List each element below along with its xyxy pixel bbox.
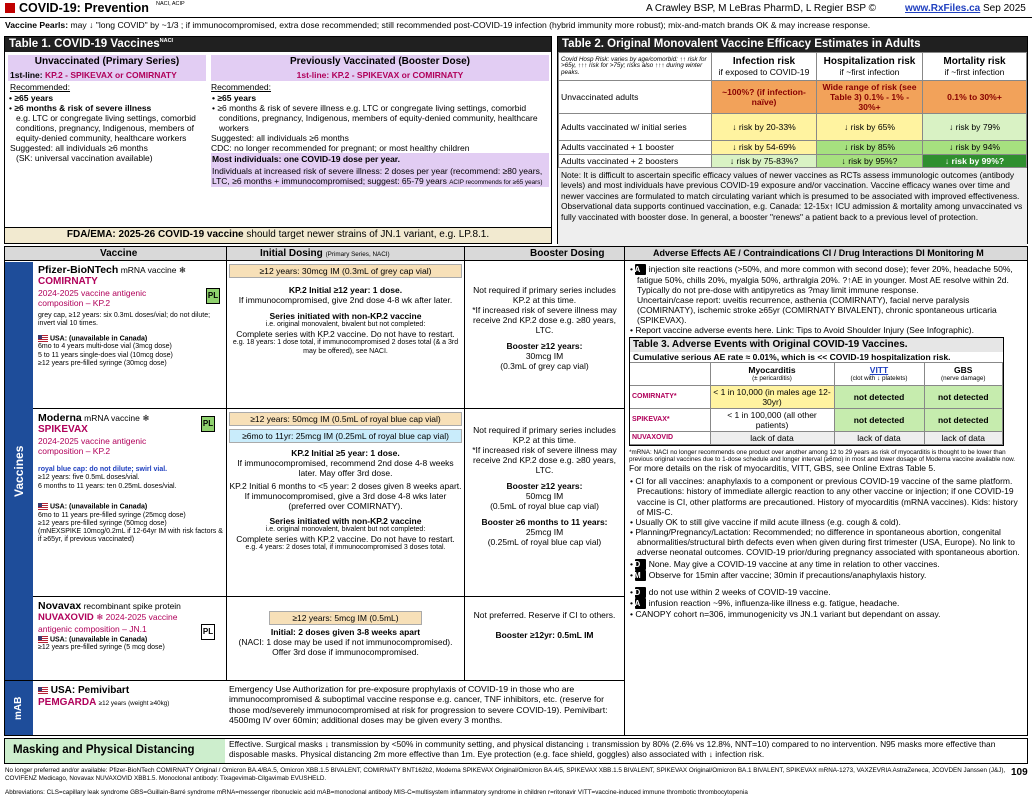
col-divider-2 [464, 247, 465, 681]
ci-3: • Planning/Pregnancy/Lactation: Recommended; no difference in spontaneous abortion, congenital abnormalities/structural birth defects even when given during first trimester (USA, Europe). No link to adverse neonatal outcomes. COVID-19 prior/during pregnancy associated with spontaneous abortion. [630, 526, 1020, 557]
monitor-badge-icon: M [635, 570, 646, 581]
m-row: • M Observe for 15min after vaccine; 30min if precautions/anaphylaxis history. [630, 569, 927, 580]
pfizer-initial-non: Series initiated with non-KP.2 vaccine [269, 311, 422, 322]
di-text: None. May give a COVID-19 vaccine at any time in relation to other vaccines. [648, 558, 940, 569]
row-initial-c2: ↓ risk by 65% [817, 114, 923, 141]
col-mortality [923, 53, 1027, 81]
ci-2: • Usually OK to still give vaccine if mild acute illness (e.g. cough & cold). [630, 516, 901, 527]
table2-title: Table 2. Original Monovalent Vaccine Efficacy Estimates in Adults [558, 37, 1027, 52]
moderna-type: mRNA vaccine ❄ [84, 413, 150, 423]
main-header-row [5, 247, 1027, 261]
t3-row-comirnaty: COMIRNATY* [630, 385, 710, 408]
t3-comirnaty-gbs: not detected [924, 385, 1003, 408]
t3-col-gbs [924, 362, 1003, 385]
moderna-booster-6: Booster ≥6 months to 11 years: [481, 517, 608, 528]
first-line-value: KP.2 - SPIKEVAX or COMIRNATY [44, 69, 177, 80]
t3-col-gbs-title: GBS [954, 365, 973, 376]
pfizer-type: mRNA vaccine ❄ [120, 265, 186, 275]
rec-65-text: ≥65 years [14, 92, 54, 103]
booster-increased [211, 165, 549, 187]
row-unvax-c3: 0.1% to 30%+ [923, 81, 1027, 114]
sidebar-vaccines: Vaccines [5, 262, 33, 680]
table3-title: Table 3. Adverse Events with Original COVID-19 Vaccines. [630, 338, 1003, 352]
row-booster2-c1: ↓ risk by 75-83%? [712, 154, 817, 167]
ae-report: • Report vaccine adverse events here. Link: Tips to Avoid Shoulder Injury (See Infographic). [630, 325, 974, 336]
table1-left [8, 55, 206, 225]
t3-col-myo-title: Myocarditis [748, 365, 796, 376]
fda-row [5, 227, 551, 243]
novavax-usa-line: ≥12 years pre-filled syringe (5 mcg dose) [38, 644, 165, 652]
pregnancy-lactation-icon: PL [201, 624, 215, 640]
mrna-note: *mRNA: NACI no longer recommends one product over another among 12 to 29 years as risk of myocarditis is thought to be lower than previous original vaccines due to 1-dose schedule and longer interval (≥6mo) in most and lower dosage of Moderna vaccine available now. [629, 448, 1016, 464]
pfizer-initial-kp: KP.2 Initial ≥12 year: 1 dose. [288, 285, 403, 296]
col-mortality-sub: if ~first infection [944, 67, 1005, 78]
t3-comirnaty-vitt: not detected [834, 385, 924, 408]
t3-nuvaxovid-vitt: lack of data [834, 431, 924, 444]
row-booster1-c3: ↓ risk by 94% [923, 141, 1027, 154]
more-details: For more details on the risk of myocarditis, VITT, GBS, see Online Extras Table 5. [629, 463, 936, 474]
booster-recommended: Recommended: [211, 81, 272, 92]
table3 [629, 337, 1004, 446]
mab-cell [38, 685, 224, 733]
pfizer-booster-3: Booster ≥12 years: [506, 341, 583, 352]
table2-note: Note: It is difficult to ascertain specific efficacy values of newer vaccines as RCTs assess immunologic outcomes (antibody levels) and most individuals have previous COVID-19 exposure and/or vaccination. Vaccine efficacy wanes over time and newer vaccines are formulated to match circulating variant which is presumed to be associated with improved effectiveness. Observational data supports continued vaccination, e.g. Canada: 12-15x↑ ICU admission & mortality among unvaccinated vs fully vaccinated with booster dose. In general, a booster "renews" a patient back to a previous level of protection. [558, 168, 1027, 246]
mab-name: Pemivibart [78, 685, 130, 696]
novavax-usa [38, 636, 224, 645]
booster-increased-text: Individuals at increased risk of severe illness: 2 doses per year (recommend: ≥80 years, LTC, ≥6 months + immunocompromised; suggest: 65-79 years [212, 165, 543, 186]
ci-3-text: Planning/Pregnancy/Lactation: Recommended; no difference in spontaneous abortion, congenital abnormalities/structural birth defects even when given during first trimester (USA, Europe). No link to adverse neonatal outcomes. COVID-19 prior/during pregnancy associated with spontaneous abortion. [635, 526, 1020, 557]
moderna-cap: royal blue cap: do not dilute; swirl vial. [38, 466, 168, 474]
pearls-text: may ↓ "long COVID" by ~1/3 ; if immunocompromised, extra dose recommended; still recommended post-COVID-19 infection (hybrid immunity more robust); mix-and-match brands OK & may increase response. [70, 20, 871, 30]
moderna-cap2: ≥12 years: five 0.5mL doses/vial. [38, 474, 140, 482]
pfizer-brand: COMIRNATY [38, 276, 98, 288]
moderna-name: Moderna [38, 412, 82, 424]
fda-label: FDA/EMA: 2025-26 COVID-19 vaccine [66, 229, 244, 240]
mab-usa: USA: [50, 685, 76, 696]
t3-nuvaxovid-myo: lack of data [710, 431, 834, 444]
moderna-initial-non3: Complete series with KP.2 vaccine. Do not have to restart. [236, 534, 455, 545]
ae-1-text: injection site reactions (>50%, and more common with second dose); fever 20%, headache 50%, fatigue 50%, chills 20%, myalgia 50%, arthralgia 20%. ?↑AE in younger. Most AE resolve within 2d. Typically do not pre-dose with antipyretics as ?may limit immune response. [637, 264, 1013, 296]
unvaccinated-heading: Unvaccinated (Primary Series) [8, 55, 206, 69]
moderna-booster-3: Booster ≥12 years: [506, 481, 583, 492]
masking-row [4, 738, 1028, 764]
booster-rec-severe-text: ≥6 months & risk of severe illness e.g. LTC or congregate living settings, comorbid conditions, pregnancy, Indigenous, members of equity-denied community, healthcare workers [217, 102, 538, 133]
hdr-initial-sub: (Primary Series, NACI) [325, 251, 390, 258]
row-divider-3 [5, 680, 624, 681]
moderna-brand: SPIKEVAX [38, 424, 88, 436]
pfizer-cap: grey cap, ≥12 years: six 0.3mL doses/vial; do not dilute; invert vial 10 times. [38, 312, 211, 328]
pfizer-booster-2: *If increased risk of severe illness may receive 2nd KP.2 dose e.g. ≥80 years, LTC. [472, 305, 617, 336]
row-unvax-c1: ~100%? (if infection-naïve) [712, 81, 817, 114]
moderna-usa-1: 6mo to 11 years pre-filled syringe (25mcg dose) [38, 511, 186, 519]
t3-spikevax-vitt: not detected [834, 408, 924, 431]
ae-badge-icon: A [635, 264, 646, 275]
recommended-label: Recommended: [10, 81, 71, 92]
moderna-vaccine-cell [38, 412, 224, 595]
pfizer-booster-1: Not required if primary series includes KP.2 at this time. [473, 285, 616, 306]
hdr-initial-text: Initial Dosing [260, 248, 323, 259]
suggested: Suggested: all individuals ≥6 months [10, 142, 148, 153]
ae-1: • A injection site reactions (>50%, and more common with second dose); fever 20%, headache 50%, fatigue 50%, chills 20%, myalgia 50%, arthralgia 20%. ?↑AE in younger. Most AE resolve within 2d. Typically do not pre-dose with antipyretics as ?may limit immune response. [630, 264, 1013, 296]
pfizer-name: Pfizer-BioNTech [38, 264, 119, 276]
usa-flag-icon [38, 636, 48, 643]
mab-di: • D do not use within 2 weeks of COVID-19 vaccine. [630, 586, 831, 597]
mab-ae-text: infusion reaction ~9%, influenza-like illness e.g. fatigue, headache. [648, 597, 900, 608]
moderna-booster-4: 50mcg IM [525, 491, 564, 502]
usa-flag-icon [38, 687, 48, 694]
t3-comirnaty-myo: < 1 in 10,000 (in males age 12-30yr) [710, 385, 834, 408]
t3-col-vitt-title: VITT [869, 365, 889, 376]
pfizer-initial-kp2: If immunocompromised, give 2nd dose 4-8 wk after later. [238, 295, 453, 306]
row-initial-label: Adults vaccinated w/ initial series [559, 114, 712, 141]
mab-ae: • A infusion reaction ~9%, influenza-like illness e.g. fatigue, headache. [630, 597, 900, 608]
pfizer-usa-2: 5 to 11 years single-does vial (10mcg dose) [38, 351, 173, 359]
first-line-label: 1st-line: [10, 69, 43, 80]
moderna-booster-8: (0.25mL of royal blue cap vial) [487, 537, 602, 548]
pregnancy-lactation-icon: PL [206, 288, 220, 304]
novavax-initial-top: ≥12 years: 5mcg IM (0.5mL) [269, 611, 422, 625]
moderna-booster-7: 25mcg IM [525, 527, 564, 538]
pearls-label: Vaccine Pearls: [5, 20, 69, 30]
rec-severe-detail: e.g. LTC or congregate living settings, comorbid conditions, pregnancy, Indigenous, members of equity-denied community, healthcare workers [16, 112, 196, 143]
ae-badge-icon: A [635, 598, 646, 609]
row-divider-1 [33, 408, 624, 409]
pfizer-initial-non3: Complete series with KP.2 vaccine. Do not have to restart. [236, 329, 455, 340]
col-hosp-title: Hospitalization risk [823, 55, 916, 67]
booster-acip: ACIP recommends for ≥65 years) [449, 178, 543, 186]
ae-panel [629, 264, 1025, 734]
hdr-vaccine: Vaccine [100, 248, 138, 259]
col-infection-sub: if exposed to COVID-19 [718, 67, 810, 78]
novavax-booster-cell [468, 610, 621, 676]
red-square-icon [5, 3, 15, 13]
di-badge-icon: D [635, 559, 646, 570]
efficacy-table [558, 52, 1027, 168]
fda-text: should target newer strains of JN.1 variant, e.g. LP.8.1. [246, 229, 490, 240]
moderna-initial-non4: e.g. 4 years: 2 doses total, if immunocompromised 3 doses total. [245, 544, 446, 552]
row-unvax-label: Unvaccinated adults [559, 81, 712, 114]
t3-col-myo-sub: (± pericarditis) [752, 375, 792, 383]
rec-severe: • ≥6 months & risk of severe illness [9, 102, 152, 113]
row-initial-c3: ↓ risk by 79% [923, 114, 1027, 141]
moderna-usa-text: USA: (unavailable in Canada) [49, 503, 148, 511]
novavax-brand-line [38, 612, 193, 633]
usa-flag-icon [38, 335, 48, 342]
pfizer-desc: 2024-2025 vaccine antigenic composition – KP.2 [38, 288, 147, 309]
novavax-initial-cell [229, 611, 462, 677]
col-infection [712, 53, 817, 81]
novavax-initial-1: Initial: 2 doses given 3-8 weeks apart [270, 627, 421, 638]
pfizer-booster-4: 30mcg IM [525, 351, 564, 362]
footer-line1: No longer preferred and/or available: Pfizer-BioNTech COMIRNATY Original / Omicron BA.4/BA.5, Omicron XBB.1.5 BIVALENT, COMIRNATY BNT162b2, Moderna SPIKEVAX Original/Omicron BA.4/5, SPIKEVAX XBB.1.5 BIVALENT, SPIKEVAX Original/Omicron BA.1 BIVALENT, SPIKEVAX mRNA-1273, VAXZEVRIA AstraZeneca, JCOVDEN Janssen (J&J), COVIFENZ Medicago, Novavax NUVAXOVID XBB1.5. Monoclonal antibody: Tixagevimab-Cilgavimab EVUSHELD. [5, 767, 1006, 783]
moderna-booster-cell [468, 425, 621, 593]
row-booster1-c1: ↓ risk by 54-69% [712, 141, 817, 154]
booster-most: Most individuals: one COVID-19 dose per year. [211, 153, 549, 165]
booster-rec-severe: • ≥6 months & risk of severe illness e.g. LTC or congregate living settings, comorbid conditions, pregnancy, Indigenous, members of equity-denied community, healthcare workers [212, 102, 538, 133]
col-mortality-title: Mortality risk [943, 55, 1006, 67]
booster-suggested: Suggested: all individuals ≥6 months [211, 132, 349, 143]
moderna-booster-2: *If increased risk of severe illness may receive 2nd KP.2 dose e.g. ≥80 years, LTC. [472, 445, 617, 476]
table3-grid [630, 362, 1003, 445]
moderna-booster-1: Not required if primary series includes KP.2 at this time. [473, 425, 616, 446]
booster-heading: Previously Vaccinated (Booster Dose) [211, 55, 549, 69]
mab-text: Emergency Use Authorization for pre-exposure prophylaxis of COVID-19 in those who are immunocompromised & suboptimal vaccine response e.g. cancer, TNF inhibitors, etc. (reserve for those mod/severely immunocompromised at risk for progression to severe COVID-19). Pemivibart: 4500mg IV over 60min; additional doses may be given every 3 months. [229, 684, 608, 725]
novavax-booster-2: Booster ≥12yr: 0.5mL IM [495, 630, 594, 641]
t3-row-nuvaxovid: NUVAXOVID [630, 431, 710, 444]
mab-di-text: do not use within 2 weeks of COVID-19 vaccine. [648, 586, 831, 597]
row-booster1-label: Adults vaccinated + 1 booster [559, 141, 712, 154]
m-text: Observe for 15min after vaccine; 30min if precautions/anaphylaxis history. [648, 569, 927, 580]
moderna-initial-kp2: If immunocompromised, recommend 2nd dose 4-8 weeks later. May offer 3rd dose. [237, 458, 454, 479]
col-infection-title: Infection risk [732, 55, 796, 67]
col-divider-1 [226, 247, 227, 681]
ae-1b: Uncertain/case report: uveitis recurrence, asthenia (COMIRNATY), facial nerve paralysis (COMIRNATY), ischemic stroke ≥65yr (COMIRNATY BIVALENT), chronic spontaneous urticaria (SPIKEVAX). [637, 295, 997, 326]
hdr-initial [260, 248, 390, 260]
t3-col-myo [710, 362, 834, 385]
site-link[interactable]: www.RxFiles.ca [905, 3, 981, 14]
table1-title [5, 37, 551, 52]
row-initial-c1: ↓ risk by 20-33% [712, 114, 817, 141]
mab-brand: PEMGARDA [38, 696, 97, 708]
t3-col-vitt [834, 362, 924, 385]
booster-rec-65-text: ≥65 years [217, 92, 257, 103]
pfizer-initial-top: ≥12 years: 30mcg IM (0.3mL of grey cap vial) [229, 264, 462, 278]
pfizer-usa-3: ≥12 years pre-filled syringe (30mcg dose) [38, 359, 167, 367]
unvaccinated-first-line [8, 69, 206, 81]
pregnancy-lactation-icon: PL [201, 416, 215, 432]
moderna-initial-kp: KP.2 Initial ≥5 year: 1 dose. [291, 448, 400, 459]
novavax-name: Novavax [38, 600, 82, 612]
row-unvax-c2: Wide range of risk (see Table 3) 0.1% - 1% - 30%+ [817, 81, 923, 114]
t3-spikevax-gbs: not detected [924, 408, 1003, 431]
table1-title-text: Table 1. COVID-19 Vaccines [9, 38, 160, 50]
row-booster2-c2: ↓ risk by 95%? [817, 154, 923, 167]
novavax-usa-text: USA: (unavailable in Canada) [49, 635, 148, 643]
t3-row-spikevax: SPIKEVAX* [630, 408, 710, 431]
pfizer-usa-text: USA: (unavailable in Canada) [49, 335, 148, 343]
pfizer-usa-1: 6mo to 4 years multi-dose vial (3mcg dose) [38, 343, 172, 351]
ci-1-text: CI for all vaccines: anaphylaxis to a component or previous COVID-19 vaccine of the same platform. Precautions: history of immediate allergic reaction to any other vaccine or injection; if one COVID-19 vaccine is CI, other platforms are precautioned. History of myocarditis (mRNA vaccines). Kids: history of MIS-C. [635, 476, 1018, 517]
row-booster2-label: Adults vaccinated + 2 boosters [559, 154, 712, 167]
pfizer-usa [38, 335, 224, 344]
col-hosp [817, 53, 923, 81]
col-divider-3 [624, 247, 625, 736]
moderna-usa-3: (mNEXSPIKE 10mcg/0.2mL if 12-64yr IM with risk factors & if ≥65yr, if previous vaccinated) [38, 528, 223, 544]
page-title-sup: NACI, ACIP [156, 1, 185, 7]
masking-label: Masking and Physical Distancing [5, 739, 225, 763]
col-hosp-sub: if ~first infection [839, 67, 900, 78]
vaccine-pearls [5, 20, 1027, 32]
moderna-desc: 2024-2025 vaccine antigenic composition – KP.2 [38, 436, 147, 457]
table1 [4, 36, 552, 244]
row-divider-2 [33, 596, 624, 597]
rec-severe-text: ≥6 months & risk of severe illness [14, 102, 152, 113]
sidebar-mab: mAB [5, 681, 33, 735]
di-badge-icon: D [635, 587, 646, 598]
novavax-type: recombinant spike protein [83, 601, 181, 611]
booster-first-line: 1st-line: KP.2 - SPIKEVAX or COMIRNATY [211, 69, 549, 81]
hdr-booster: Booster Dosing [530, 248, 605, 259]
page-title: COVID-19: Prevention [19, 1, 149, 15]
pfizer-vaccine-cell [38, 264, 224, 406]
table2 [557, 36, 1028, 244]
date: Sep 2025 [983, 3, 1026, 14]
di-row: • D None. May give a COVID-19 vaccine at any time in relation to other vaccines. [630, 558, 940, 569]
table1-title-sup: NACI [159, 38, 174, 45]
usa-flag-icon [38, 503, 48, 510]
booster-cdc: CDC: no longer recommended for pregnant; or most healthy children [211, 142, 470, 153]
novavax-vaccine-cell [38, 600, 224, 678]
authors: A Crawley BSP, M LeBras PharmD, L Regier BSP © [646, 3, 877, 14]
mab-name-line [38, 685, 224, 697]
moderna-booster-5: (0.5mL of royal blue cap vial) [490, 501, 599, 512]
t3-nuvaxovid-gbs: lack of data [924, 431, 1003, 444]
row-booster2-c3: ↓ risk by 99%? [923, 154, 1027, 167]
pfizer-initial-non2: i.e. original monovalent, bivalent but not completed: [265, 321, 426, 329]
pfizer-booster-5: (0.3mL of grey cap vial) [500, 361, 589, 372]
ae-report-text[interactable]: Report vaccine adverse events here. Link: Tips to Avoid Shoulder Injury (See Infographic). [635, 325, 974, 336]
mab-canopy-text: CANOPY cohort n=306, immunogenicity vs JN.1 variant but dependant on assay. [635, 608, 941, 619]
novavax-brand2: ❄ 2024-2025 vaccine antigenic composition – JN.1 [38, 612, 178, 634]
pfizer-initial-cell [229, 264, 462, 406]
header-bar [0, 0, 1032, 18]
moderna-initial-kp3: KP.2 Initial 6 months to <5 year: 2 doses given 8 weeks apart. If immunocompromised, give a 3rd dose 4-8 wks later (preferred over COMIRNATY). [229, 481, 462, 512]
novavax-booster-1: Not preferred. Reserve if CI to others. [473, 610, 616, 620]
booster-rec-65: • ≥65 years [212, 92, 257, 103]
moderna-initial-top2: ≥6mo to 11yr: 25mcg IM (0.25mL of royal blue cap vial) [229, 429, 462, 443]
moderna-initial-non2: i.e. original monovalent, bivalent but not completed: [265, 526, 426, 534]
novavax-brand: NUVAXOVID [38, 612, 94, 624]
moderna-cap3: 6 months to 11 years: ten 0.25mL doses/vial. [38, 482, 177, 490]
moderna-initial-top1: ≥12 years: 50mcg IM (0.5mL of royal blue cap vial) [229, 412, 462, 426]
mab-canopy: • CANOPY cohort n=306, immunogenicity vs JN.1 variant but dependant on assay. [630, 608, 941, 619]
moderna-initial-cell [229, 412, 462, 595]
t3-col-vitt-sub: (clot with ↓ platelets) [850, 375, 908, 383]
moderna-usa-2: ≥12 years pre-filled syringe (50mcg dose) [38, 519, 167, 527]
t3-col-gbs-sub: (nerve damage) [941, 375, 986, 383]
mab-brand-sub: ≥12 years (weight ≥40kg) [98, 699, 170, 707]
row-booster1-c2: ↓ risk by 85% [817, 141, 923, 154]
hosp-risk-corner: Covid Hosp Risk: varies by age/comorbid: ↑↑ risk for >65y, ↑↑↑ risk for >75y; risks also ↑↑↑ during winter peaks. [559, 53, 712, 81]
pfizer-initial-non4: e.g. 18 years: 1 dose total, if immunocompromised 2 doses total (& a 3rd may be offered), see NACI. [232, 339, 459, 355]
moderna-initial-non: Series initiated with non-KP.2 vaccine [269, 516, 422, 527]
novavax-initial-2: (NACI: 1 dose may be used if not immunocompromised). Offer 3rd dose if immunocompromised. [238, 637, 453, 658]
sk-note: (SK: universal vaccination available) [16, 152, 153, 163]
hdr-adverse: Adverse Effects AE / Contraindications CI / Drug Interactions DI Monitoring M [653, 248, 984, 258]
table3-sub: Cumulative serious AE rate ≈ 0.01%, which is << COVID-19 hospitalization risk. [633, 351, 951, 362]
pfizer-booster-cell [468, 285, 621, 405]
table1-right [211, 55, 549, 225]
t3-spikevax-myo: < 1 in 100,000 (all other patients) [710, 408, 834, 431]
page-number: 109 [1011, 767, 1028, 778]
ci-2-text: Usually OK to still give vaccine if mild acute illness (e.g. cough & cold). [635, 516, 901, 527]
footer-line2: Abbreviations: CLS=capillary leak syndrome GBS=Guillain-Barré syndrome mRNA=messenger ribonucleic acid mAB=monoclonal antibody MIS-C=multisystem inflammatory syndrome in children r=ritonavir VITT=vaccine-induced immune thrombotic thrombocytopenia [5, 789, 748, 796]
rec-65: • ≥65 years [9, 92, 54, 103]
moderna-usa [38, 503, 224, 512]
ci-1: • CI for all vaccines: anaphylaxis to a component or previous COVID-19 vaccine of the same platform. Precautions: history of immediate allergic reaction to any other vaccine or injection; if one COVID-19 vaccine is CI, other platforms are precautioned. History of myocarditis (mRNA vaccines). Kids: history of MIS-C. [630, 476, 1018, 517]
masking-text: Effective. Surgical masks ↓ transmission by <50% in community setting, and physical distancing ↓ transmission by 80% (2.6% vs 12.8%, NNT=10) compared to no intervention. N95 masks more effective than disposable masks. Physical distancing 2m more effective than 1m. Eye protection (e.g. face shield, goggles) also associated with ↓ infection risk. [229, 739, 996, 760]
t3-corner [630, 362, 710, 385]
